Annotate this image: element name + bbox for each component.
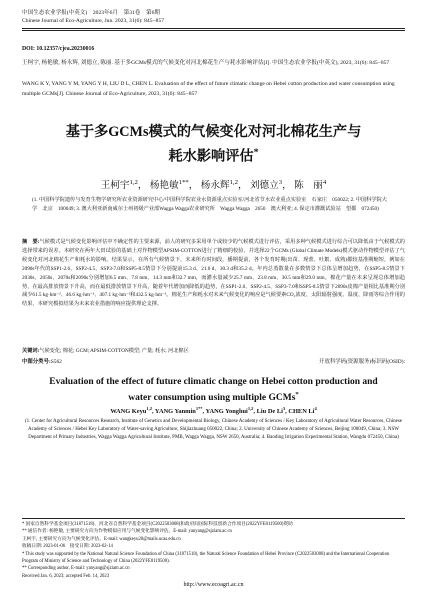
header-rule	[22, 28, 405, 29]
footnote-item: 收稿日期: 2023-01-06 接受日期: 2023-02-14	[22, 544, 113, 550]
header-rule-2	[22, 30, 405, 31]
doi[interactable]: DOI: 10.12357/cjea.20230016	[22, 46, 95, 52]
citation-cn: 王柯宇, 杨艳敏, 杨永辉, 刘德立, 陈丽. 基于多GCMs模式的气候变化对河北棉花生产与耗水影响评估[J]. 中国生态农业学报(中英文), 2023, 31(6): 845−857	[22, 60, 390, 66]
title-en-line2: water consumption using multiple GCMs	[128, 392, 296, 403]
footnote-item: 王柯宇, 主要研究方向为气候变化评估。E-mail: wangkeyu20@mails.ucas.edu.cn	[22, 536, 181, 542]
title-en-line1: Evaluation of the effect of future climatic change on Hebei cotton production and	[49, 377, 378, 387]
title-cn-line2: 耗水影响评估	[168, 148, 254, 165]
footnotes	[22, 521, 405, 580]
keywords-cn	[22, 347, 405, 354]
footnote-rule	[22, 518, 405, 519]
clc-value: S562	[50, 359, 62, 365]
authors-cn: 王柯宇$^{1,2}$， 杨艳敏$^{1**}$， 杨永辉$^{1,2}$， 刘德立$^3$， 陈 丽$^4$	[100, 178, 327, 191]
author-en: CHEN Li$^4$	[288, 406, 317, 416]
author-en: YANG Yonghui$^{1,2}$	[205, 406, 254, 416]
title-cn-line1: 基于多GCMs模式的气候变化对河北棉花生产与	[65, 124, 362, 140]
affiliation-cn: (1. 中国科学院遗传与发育生物学研究所农业资源研究中心/中国科学院农业水资源重点实验室/河北省节水农业重点实验室 石家庄 050022; 2. 中国科学院大学 北京 100049; 3. 澳大利亚新南威尔士州初级产业部Wagga Wagga农业研究所 Wagga Wagga 2650 澳大利亚; 4. 保定市灌溉试验站 望都 072450)	[32, 197, 387, 212]
footnote-item: Received Jan. 6, 2023; accepted Feb. 14, 2023	[22, 573, 110, 579]
keywords-cn-label: 关键词:	[22, 348, 40, 354]
title-en	[22, 376, 405, 404]
abstract-cn-label: 摘 要:	[22, 239, 40, 245]
footer-url[interactable]: http://www.ecoagri.ac.cn	[183, 582, 244, 588]
clc-line	[22, 357, 405, 365]
title-cn	[22, 123, 405, 167]
clc-label: 中图分类号:	[22, 359, 51, 365]
abstract-cn-text: 气候模式是气候变化影响评估中不确定性的主要来源，前人的研究多采用单个或较少的气候模式进行评估，采用多种气候模式进行综合可以降低由于气候模式的选择带来的误差。本研究在两年大田试验的基础上对作物模型APSIM-COTTON进行了精细的校验，并选择22个GCMs (Global Climate Models)模式驱动作物模型评估了气候变化对河北棉花生产和耗水的影响。结果显示，在所有气候情景下，未来所有时间段，播期提前，各个发育时期(出苗、现蕾、吐絮、成熟)都较基准期缩短，例如在2090s年代的SSP1-2.6、SSP2-4.5、SSP3-7.0和SSP5-8.5情景下分别提前15.3 d、21.0 d、30.3 d和35.2 d。年内总蒸散量在多数情景下总体呈增加趋势，在SSP5-8.5情景下2030s、2050s、2070s和2090s分别增加6.5 mm、7.8 mm、14.3 mm和32.7 mm，而灌水量减少25.7 mm、23.8 mm、30.5 mm和29.0 mm。棉花产量在未来呈现总体增加趋势，在最高排放情景下升高，而在最低排放情景下升高，随着年代增加而降低的趋势，在SSP1-2.6、SSP2-4.5、SSP3-7.0和SSP5-8.5情景下2090s皮棉产量相比基准期分别减少61.5 kg·hm⁻²、46.6 kg·hm⁻²、407.1 kg·hm⁻²和432.5 kg·hm⁻²。棉花生产和耗水对未来气候变化的响应是气候要素CO₂浓度、太阳辐射强度、温度、降雨等综合作用的结果，本研究模拟结果为未来农业措施的响应提供理论支撑。	[22, 239, 405, 308]
affiliation-en: (1. Center for Agricultural Resources Research, Institute of Genetics and Developmental Biology, Chinese Academy of Sciences / Key Laboratory of Agricultural Water Resources, Chinese Academy of Sciences / Hebei Key Laboratory of Water-saving Agriculture, Shijiazhuang 050022, China; 2. University of Chinese Academy of Sciences, Beijing 100049, China; 3. NSW Department of Primary Industries, Wagga Wagga Agricultural Institute, PMB, Wagga Wagga, NSW 2650, Australia; 4. Baoding Irrigation Experimental Station, Wangdu 072450, China)	[25, 419, 402, 440]
abstract-cn	[22, 238, 405, 309]
title-en-mark: *	[295, 390, 299, 398]
oscid-text: 开放科学码(资源服务)标识码(OSID):	[319, 359, 405, 365]
footnote-item: * 国家自然科学基金项目(31871518)、河北省自然科学基金项目(C2022503008)和政府间国际科技创新合作项目(2022YFE0119500)资助	[22, 522, 293, 527]
author-cn: 王柯宇$^{1,2}$	[100, 178, 138, 191]
author-en: YANG Yanmin$^{1**}$	[154, 406, 203, 416]
journal-header-en: Chinese Journal of Eco-Agriculture, Jun. 2023, 31(6): 845−857	[22, 17, 165, 24]
author-cn: 刘德立$^3$	[249, 178, 283, 191]
author-en: WANG Keyu$^{1,2}$	[110, 406, 152, 416]
author-cn: 陈 丽$^4$	[294, 178, 327, 191]
footnote-item: ** Corresponding author, E-mail: yanyang@sjziam.ac.cn	[22, 566, 130, 572]
journal-header	[22, 10, 405, 25]
author-en: Liu De Li$^3$	[256, 406, 286, 416]
journal-header-cn: 中国生态农业学报(中英文) 2023年6月 第31卷 第6期	[22, 10, 160, 16]
author-cn: 杨艳敏$^{1**}$	[149, 178, 189, 191]
citation-en: WANG K Y, YANG Y M, YANG Y H, LIU D L, CHEN L. Evaluation of the effect of future climatic change on Hebei cotton production and water consumption using multiple GCMs[J]. Chinese Journal of Eco-Agriculture, 2023, 31(6): 845−857	[22, 81, 395, 97]
footnote-item: * This study was supported by the National Natural Science Foundation of China (31871518), the Natural Science Foundation of Hebei Province (C2022503008) and the International Cooperation Program of Ministry of Science and Technology of China (2022YFE0119500).	[22, 551, 390, 565]
author-cn: 杨永辉$^{1,2}$	[200, 178, 238, 191]
authors-en: WANG Keyu$^{1,2}$, YANG Yanmin$^{1**}$, YANG Yonghui$^{1,2}$, Liu De Li$^3$, CHEN Li$^4$	[110, 406, 317, 416]
keywords-cn-text: 气候变化; 棉花; GCM; APSIM-COTTON模型; 产量; 耗水; 河北棉区	[39, 348, 189, 354]
title-cn-mark: *	[253, 146, 259, 158]
footnote-item: ** 通信作者: 杨艳敏, 主要研究方向为作物模拟应用与气候变化影响评估。E-mail: yanyang@sjziam.ac.cn	[22, 529, 232, 535]
